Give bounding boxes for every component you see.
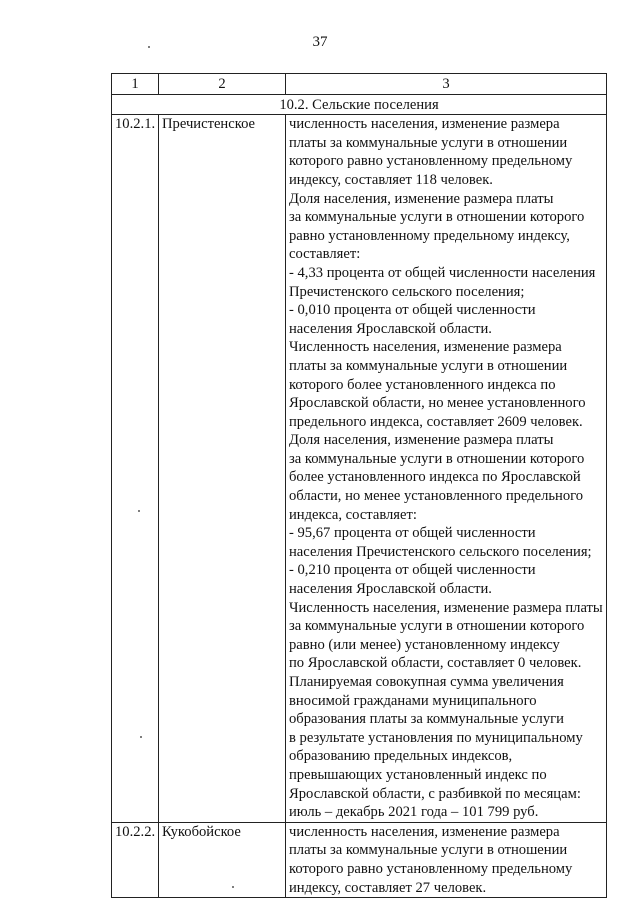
description-line: - 95,67 процента от общей численности: [289, 525, 536, 542]
description-line: области, но менее установленного предельного: [289, 488, 584, 505]
header-cell-1: 1: [112, 74, 159, 95]
row-description: [286, 822, 607, 897]
description-line: которого более установленного индекса по: [289, 376, 556, 393]
description-line: которого равно установленному предельному: [289, 153, 573, 170]
settlement-name: Кукобойское: [159, 822, 286, 897]
description-line: населения Ярославской области.: [289, 581, 492, 598]
description-line: которого равно установленному предельному: [289, 860, 573, 877]
description-line: - 4,33 процента от общей численности населения: [289, 264, 596, 281]
description-line: платы за коммунальные услуги в отношении: [289, 842, 568, 859]
description-line: Численность населения, изменение размера: [289, 339, 562, 356]
description-line: индексу, составляет 118 человек.: [289, 171, 493, 188]
description-line: равно установленному предельному индексу,: [289, 227, 570, 244]
description-line: за коммунальные услуги в отношении которого: [289, 618, 585, 635]
description-line: в результате установления по муниципальному: [289, 729, 583, 746]
description-line: платы за коммунальные услуги в отношении: [289, 357, 568, 374]
description-line: населения Ярославской области.: [289, 320, 492, 337]
section-row: [112, 94, 607, 115]
description-line: численность населения, изменение размера: [289, 823, 560, 840]
description-line: Планируемая совокупная сумма увеличения: [289, 674, 564, 690]
description-line: образования платы за коммунальные услуги: [289, 711, 564, 728]
description-line: населения Пречистенского сельского поселения;: [289, 543, 592, 560]
row-description: [286, 115, 607, 823]
description-line: по Ярославской области, составляет 0 человек.: [289, 655, 582, 672]
description-line: более установленного индекса по Ярославской: [289, 469, 581, 486]
description-line: за коммунальные услуги в отношении которого: [289, 450, 585, 467]
description-line: - 0,010 процента от общей численности: [289, 302, 536, 319]
settlement-name: Пречистенское: [159, 115, 286, 823]
description-line: индекса, составляет:: [289, 506, 417, 523]
description-line: Численность населения, изменение размера платы: [289, 599, 603, 616]
description-line: численность населения, изменение размера: [289, 116, 560, 133]
description-line: Пречистенского сельского поселения;: [289, 283, 525, 300]
description-line: индексу, составляет 27 человек.: [289, 879, 487, 896]
header-cell-3: 3: [286, 74, 607, 95]
table-row: [112, 822, 607, 897]
description-line: составляет:: [289, 246, 361, 263]
header-cell-2: 2: [159, 74, 286, 95]
section-title: 10.2. Сельские поселения: [112, 94, 607, 115]
description-line: вносимой гражданами муниципального: [289, 692, 537, 709]
description-line: образованию предельных индексов,: [289, 748, 513, 765]
description-line: предельного индекса, составляет 2609 человек.: [289, 413, 583, 430]
description-line: превышающих установленный индекс по: [289, 766, 547, 783]
description-line: июль – декабрь 2021 года – 101 799 руб.: [289, 804, 539, 821]
row-number: 10.2.1.: [112, 115, 159, 823]
table-row: [112, 115, 607, 823]
page-number: 37: [312, 34, 328, 50]
description-line: платы за коммунальные услуги в отношении: [289, 134, 568, 151]
description-line: Ярославской области, с разбивкой по месяцам:: [289, 785, 581, 802]
table-header-row: [112, 74, 607, 95]
description-line: равно (или менее) установленному индексу: [289, 636, 560, 653]
document-table: [111, 73, 607, 898]
description-line: Доля населения, изменение размера платы: [289, 190, 554, 207]
description-line: - 0,210 процента от общей численности: [289, 562, 536, 579]
description-line: Ярославской области, но менее установленного: [289, 395, 586, 412]
description-line: Доля населения, изменение размера платы: [289, 432, 554, 449]
scan-speck: [148, 46, 150, 48]
description-line: за коммунальные услуги в отношении которого: [289, 209, 585, 226]
row-number: 10.2.2.: [112, 822, 159, 897]
